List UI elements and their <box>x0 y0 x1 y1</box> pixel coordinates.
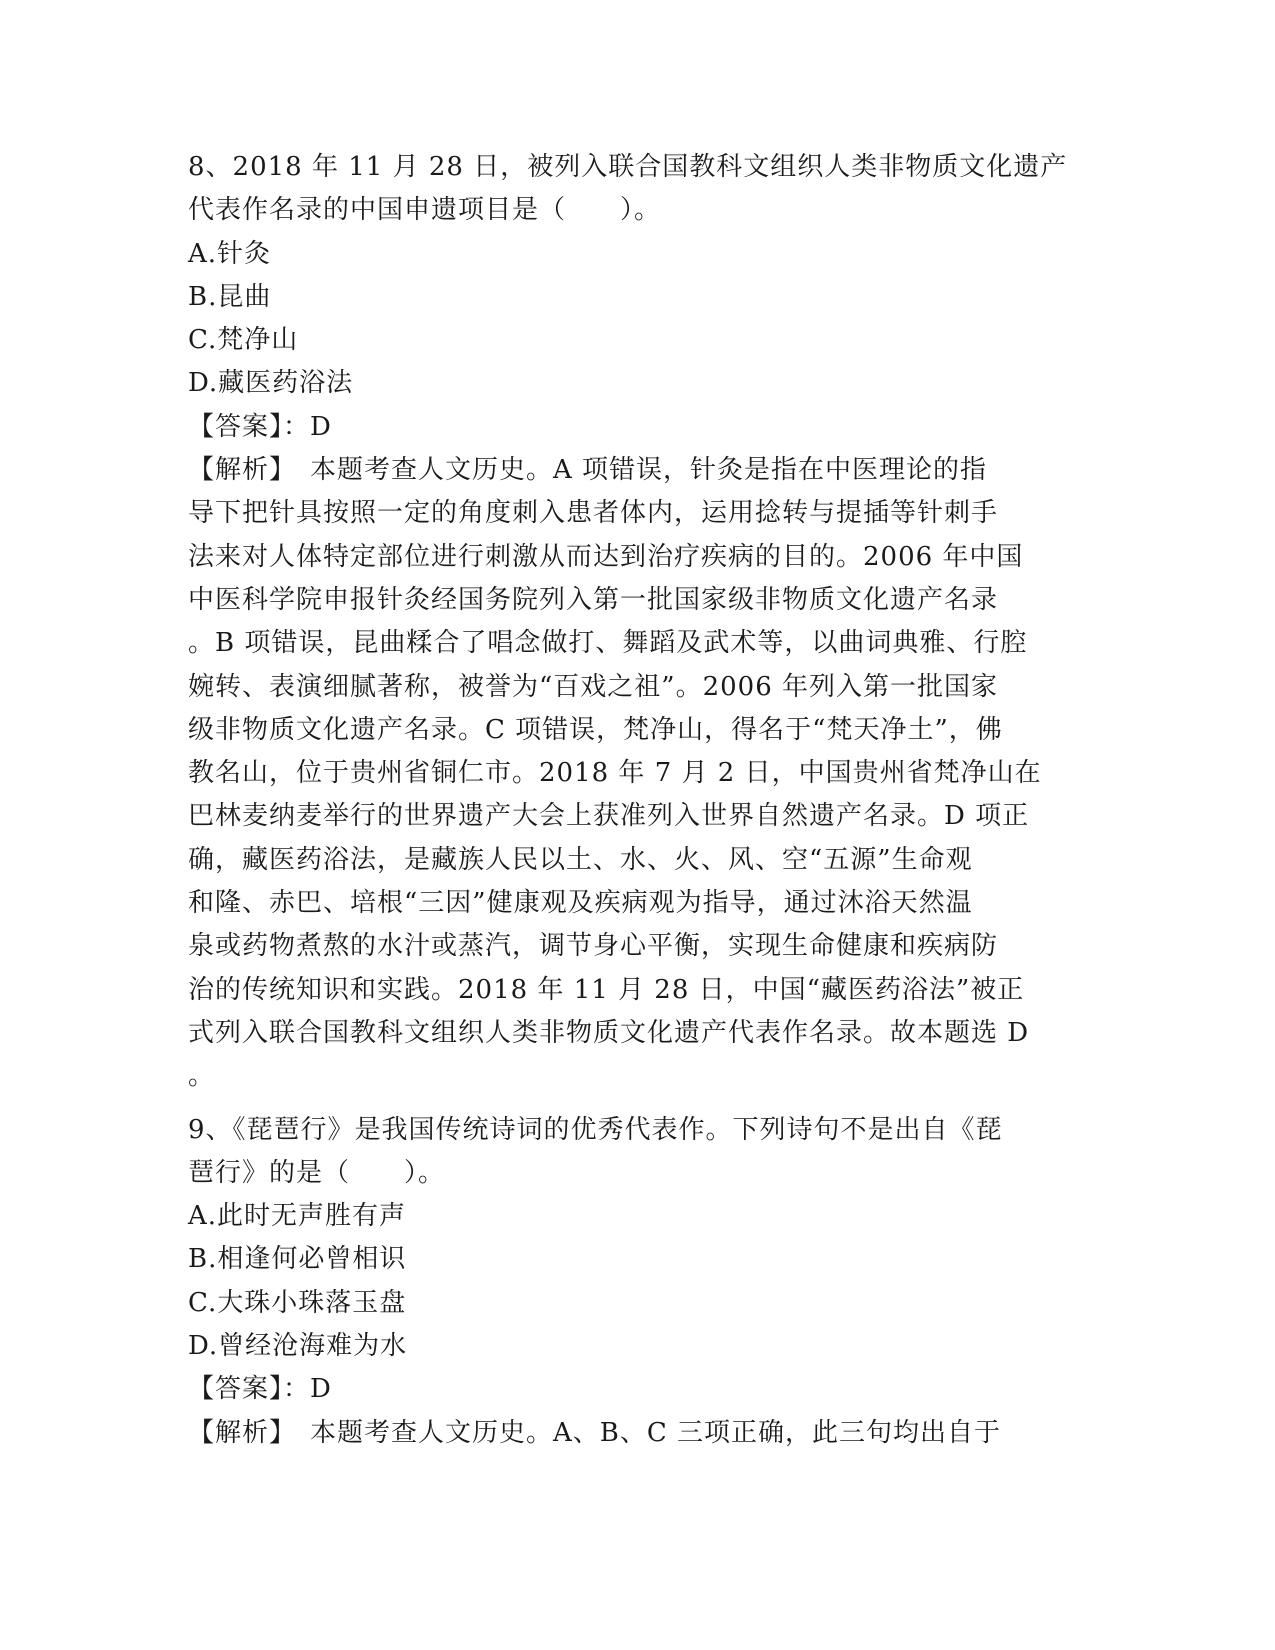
analysis-line: 确，藏医药浴法，是藏族人民以土、水、火、风、空“五源”生命观 <box>188 844 973 875</box>
analysis-line: 巴林麦纳麦举行的世界遗产大会上获准列入世界自然遗产名录。D 项正 <box>188 801 1030 832</box>
analysis-line: 和隆、赤巴、培根“三因”健康观及疾病观为指导，通过沐浴天然温 <box>188 888 973 919</box>
question-stem-line: 代表作名录的中国申遗项目是（ ）。 <box>188 195 662 226</box>
analysis-line: 式列入联合国教科文组织人类非物质文化遗产代表作名录。故本题选 D <box>188 1017 1030 1048</box>
analysis-line: 【解析】 本题考查人文历史。A 项错误，针灸是指在中医理论的指 <box>188 455 988 486</box>
question-stem-line: 琶行》的是（ ）。 <box>188 1157 446 1188</box>
option-d: D.曾经沧海难为水 <box>188 1331 408 1362</box>
analysis-line: 导下把针具按照一定的角度刺入患者体内，运用捻转与提插等针刺手 <box>188 498 999 529</box>
option-a: A.此时无声胜有声 <box>188 1201 407 1232</box>
option-b: B.相逢何必曾相识 <box>188 1244 407 1275</box>
question-spacer <box>188 1099 1088 1109</box>
document-content <box>188 146 1088 1455</box>
analysis-line: 中医科学院申报针灸经国务院列入第一批国家级非物质文化遗产名录 <box>188 584 999 615</box>
analysis-line: 教名山，位于贵州省铜仁市。2018 年 7 月 2 日，中国贵州省梵净山在 <box>188 758 1042 789</box>
option-d: D.藏医药浴法 <box>188 368 354 399</box>
answer-line: 【答案】：D <box>188 1374 332 1405</box>
answer-line: 【答案】：D <box>188 411 332 442</box>
question-stem-line: 9、《琵琶行》是我国传统诗词的优秀代表作。下列诗句不是出自《琵 <box>188 1114 1003 1145</box>
analysis-line: 。 <box>188 1061 216 1092</box>
analysis-line: 婉转、表演细腻著称，被誉为“百戏之祖”。2006 年列入第一批国家 <box>188 671 999 702</box>
question-8 <box>188 146 1088 1099</box>
analysis-line: 【解析】 本题考查人文历史。A、B、C 三项正确，此三句均出自于 <box>188 1417 1002 1448</box>
option-b: B.昆曲 <box>188 281 272 312</box>
question-9 <box>188 1109 1088 1455</box>
analysis-line: 泉或药物煮熬的水汁或蒸汽，调节身心平衡，实现生命健康和疾病防 <box>188 931 999 962</box>
option-a: A.针灸 <box>188 238 272 269</box>
analysis-line: 治的传统知识和实践。2018 年 11 月 28 日，中国“藏医药浴法”被正 <box>188 974 1025 1005</box>
question-stem-line: 8、2018 年 11 月 28 日，被列入联合国教科文组织人类非物质文化遗产 <box>188 152 1068 182</box>
analysis-line: 法来对人体特定部位进行刺激从而达到治疗疾病的目的。2006 年中国 <box>188 541 1024 572</box>
option-c: C.大珠小珠落玉盘 <box>188 1287 407 1318</box>
analysis-line: 级非物质文化遗产名录。C 项错误，梵净山，得名于“梵天净土”，佛 <box>188 714 1003 745</box>
analysis-line: 。B 项错误，昆曲糅合了唱念做打、舞蹈及武术等，以曲词典雅、行腔 <box>188 628 1028 659</box>
option-c: C.梵净山 <box>188 325 299 356</box>
